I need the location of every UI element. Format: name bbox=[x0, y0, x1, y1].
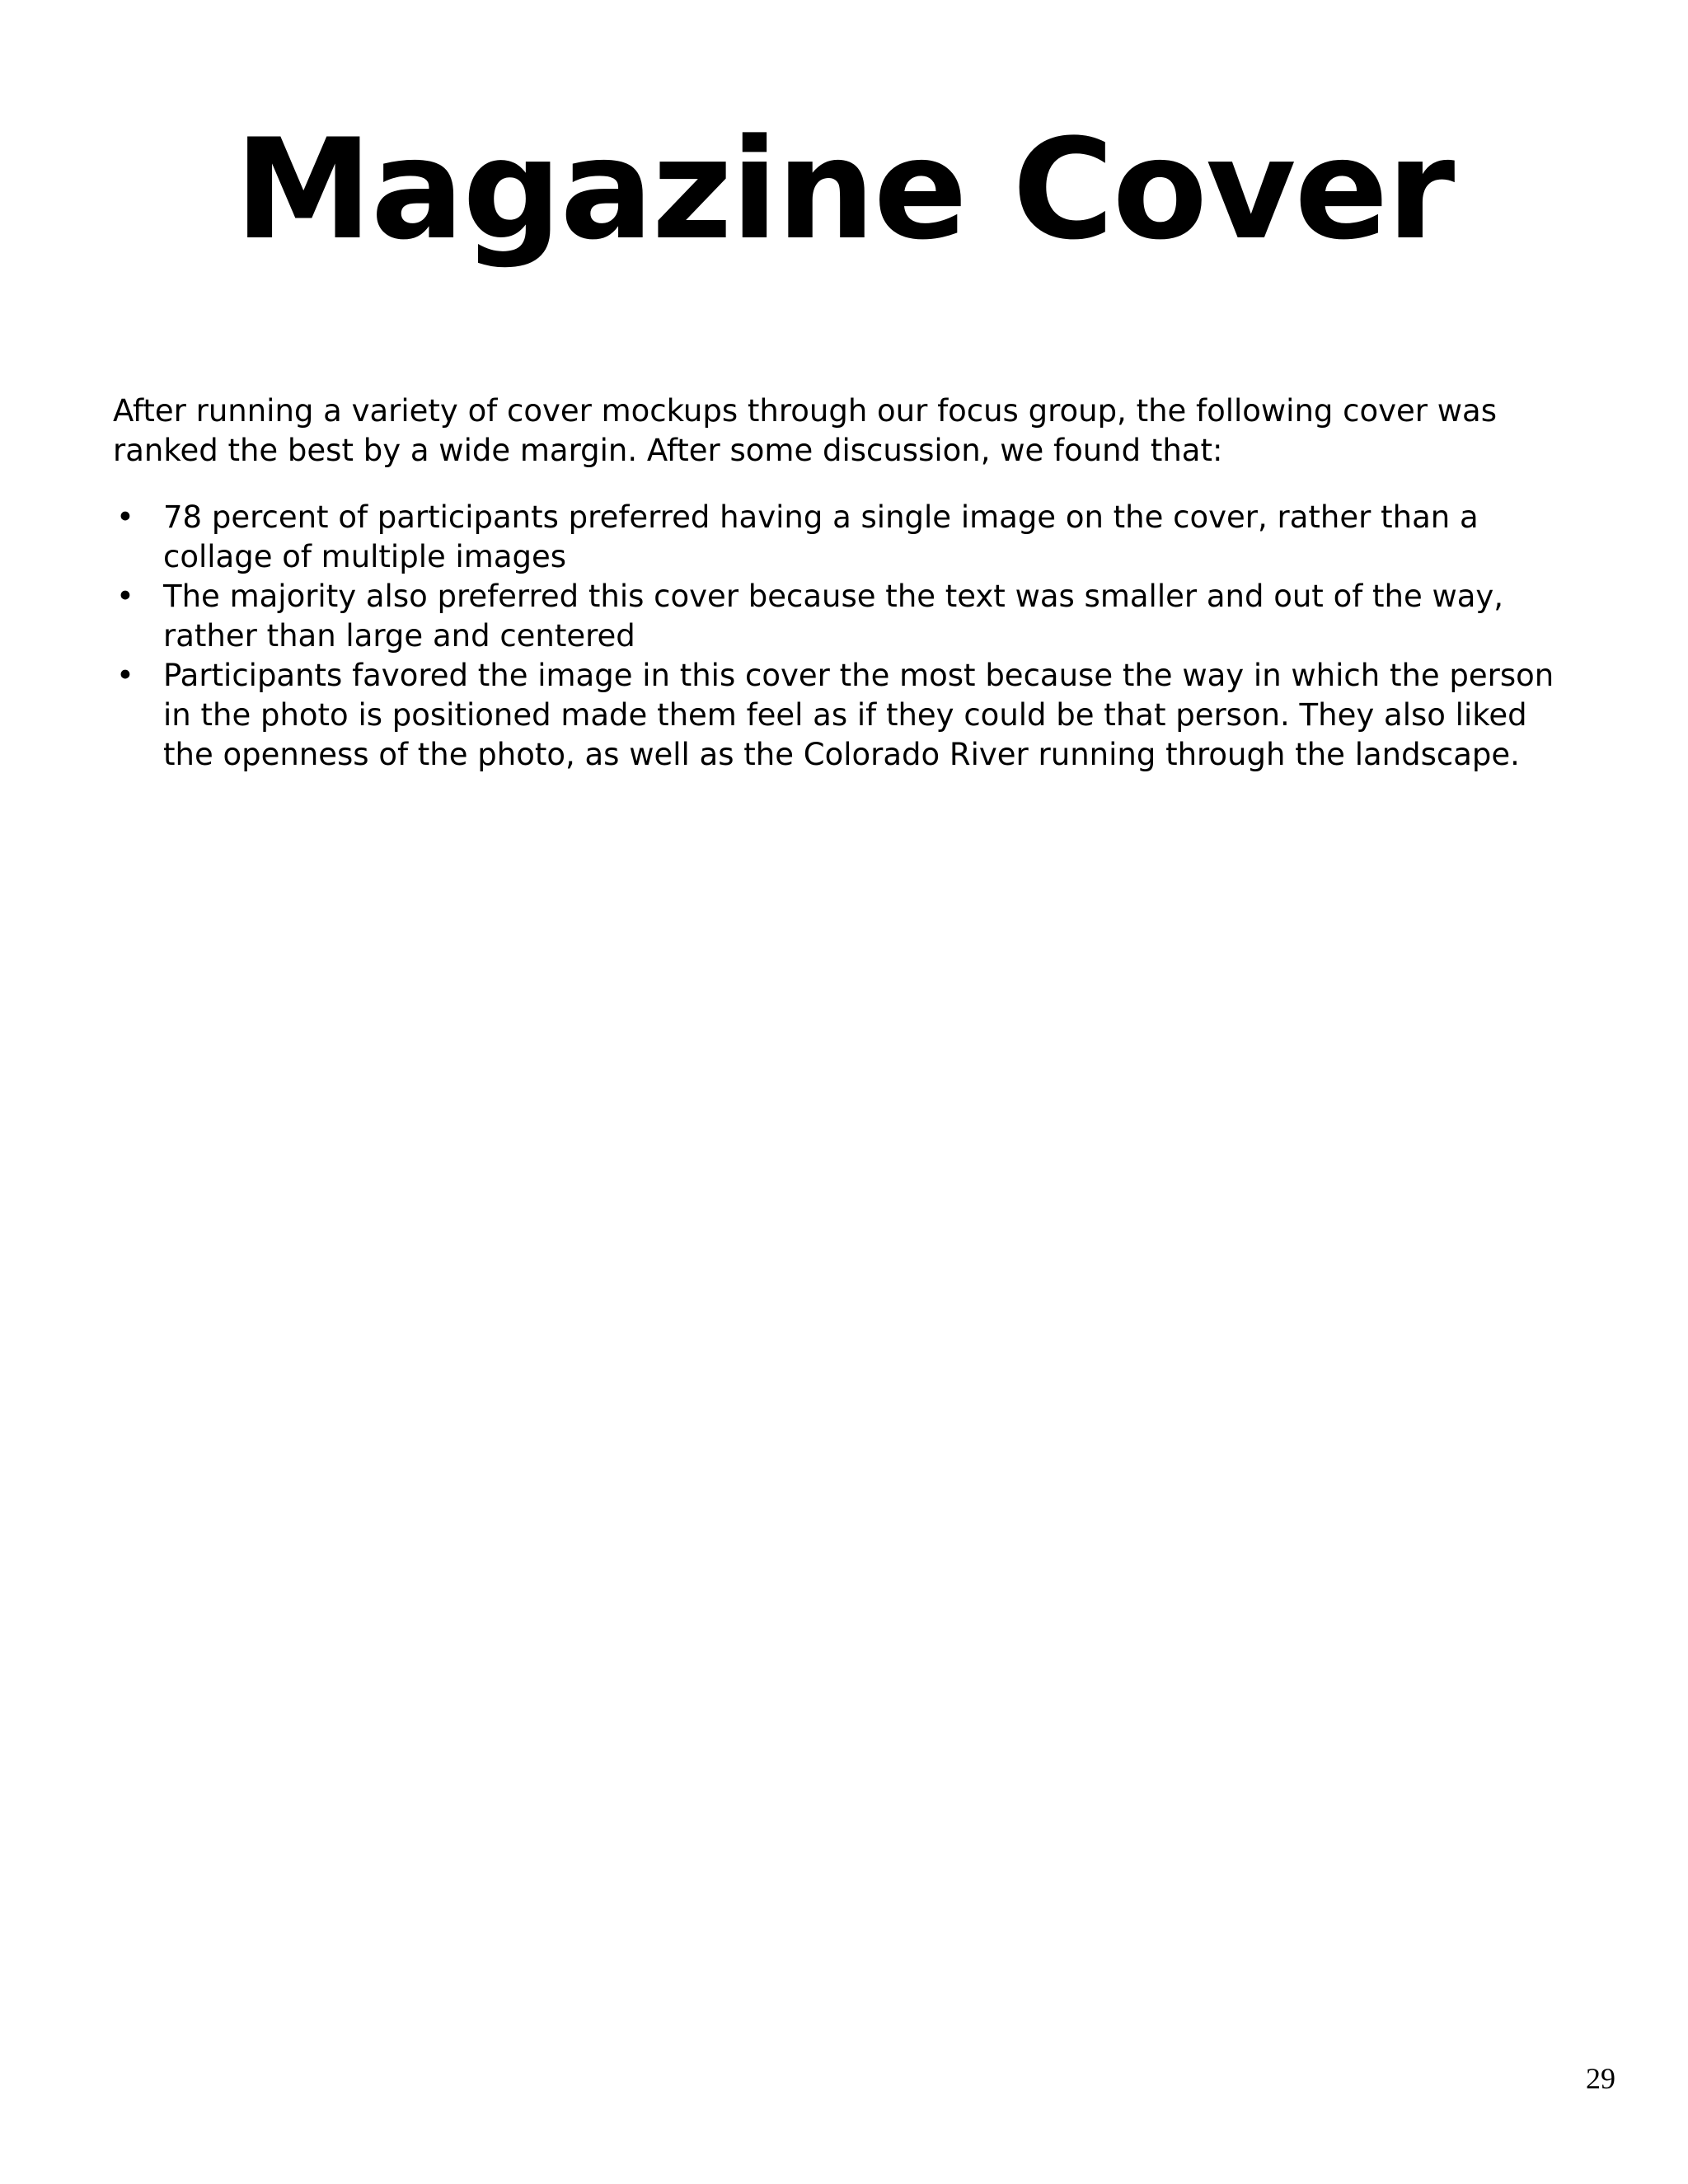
intro-paragraph: After running a variety of cover mockups through our focus group, the following cover was ranked the best by a wide margin. After some discussion, we found that: bbox=[113, 393, 1497, 468]
bullet-icon: • bbox=[116, 658, 134, 693]
bullet-icon: • bbox=[116, 579, 134, 614]
list-item bbox=[113, 498, 1564, 577]
list-item-text: The majority also preferred this cover because the text was smaller and out of the way, rather than large and centered bbox=[163, 579, 1504, 654]
page-title: Magazine Cover bbox=[234, 109, 1454, 270]
list-item-text: Participants favored the image in this cover the most because the way in which the person in the photo is positioned made them feel as if they could be that person. They also liked the openness of the photo, as well as the Colorado River running through the landscape. bbox=[163, 658, 1554, 772]
list-item bbox=[113, 577, 1564, 656]
list-item bbox=[113, 656, 1564, 775]
findings-list bbox=[113, 498, 1564, 775]
bullet-icon: • bbox=[116, 499, 134, 535]
page-number: 29 bbox=[1586, 2062, 1615, 2095]
list-item-text: 78 percent of participants preferred having a single image on the cover, rather than a collage of multiple images bbox=[163, 499, 1479, 574]
